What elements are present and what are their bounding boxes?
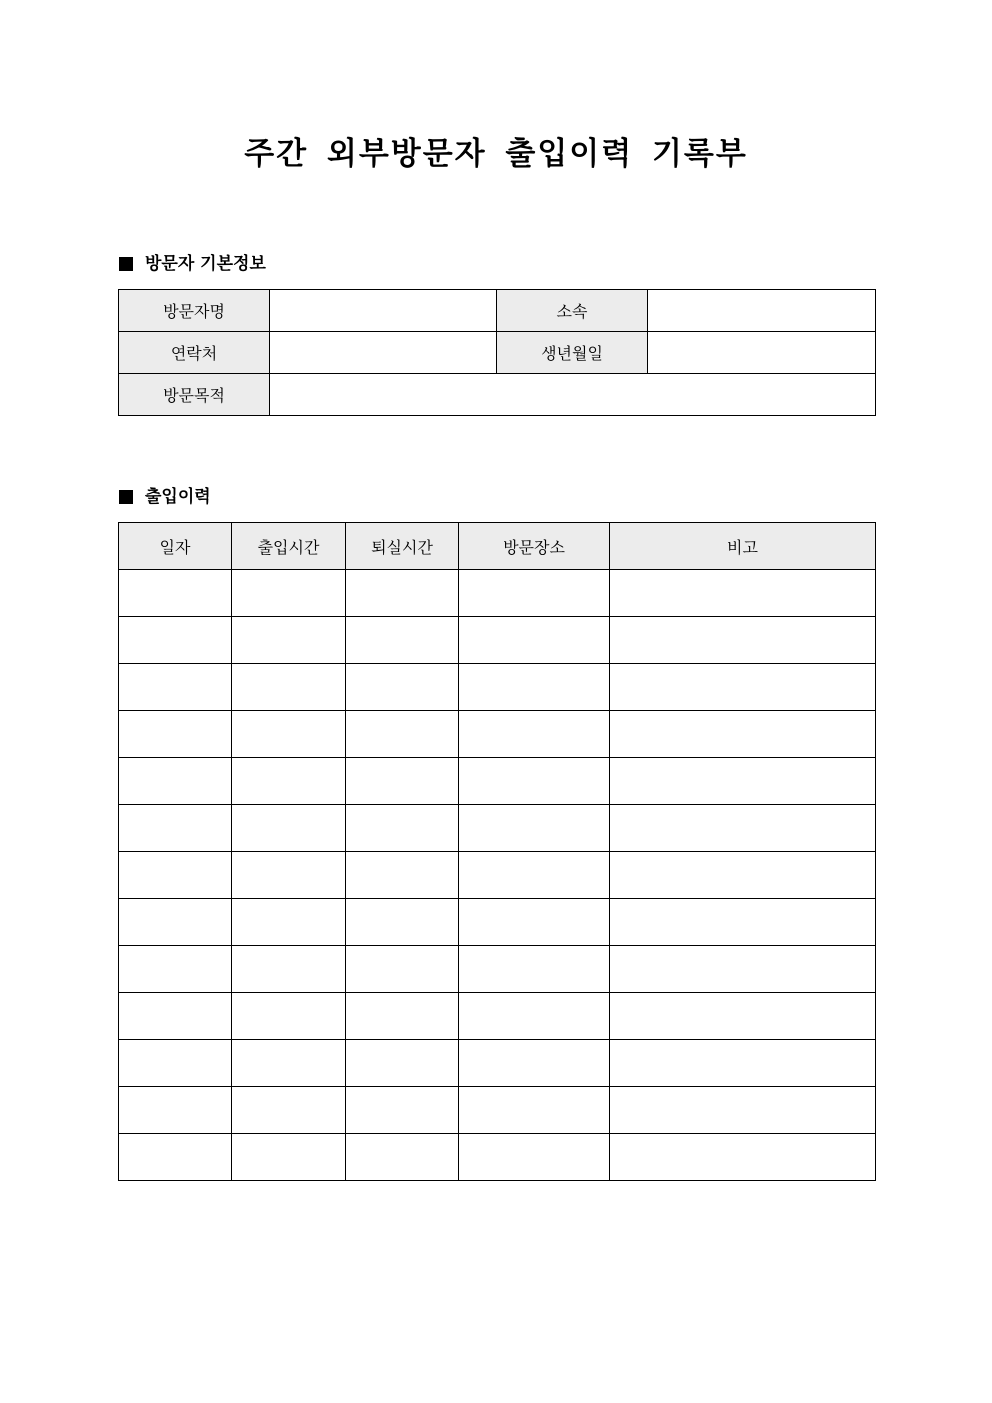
entry-time-cell[interactable] <box>232 852 346 899</box>
remarks-cell[interactable] <box>610 711 876 758</box>
date-cell[interactable] <box>119 946 232 993</box>
visit-location-cell[interactable] <box>459 1040 610 1087</box>
entry-time-cell[interactable] <box>232 1087 346 1134</box>
exit-time-cell[interactable] <box>346 1134 459 1181</box>
remarks-cell[interactable] <box>610 805 876 852</box>
remarks-cell[interactable] <box>610 1134 876 1181</box>
entry-time-cell[interactable] <box>232 805 346 852</box>
entry-time-cell[interactable] <box>232 946 346 993</box>
purpose-field[interactable] <box>270 374 876 416</box>
table-row <box>119 1087 876 1134</box>
section-heading-visitor-info <box>119 253 266 275</box>
date-cell[interactable] <box>119 805 232 852</box>
entry-time-cell[interactable] <box>232 664 346 711</box>
remarks-cell[interactable] <box>610 570 876 617</box>
table-row <box>119 805 876 852</box>
birthdate-field[interactable] <box>648 332 876 374</box>
visit-location-cell[interactable] <box>459 946 610 993</box>
affiliation-field[interactable] <box>648 290 876 332</box>
date-cell[interactable] <box>119 1040 232 1087</box>
visitor-name-label: 방문자명 <box>119 290 270 332</box>
table-row <box>119 852 876 899</box>
table-row <box>119 993 876 1040</box>
entry-time-cell[interactable] <box>232 899 346 946</box>
date-cell[interactable] <box>119 570 232 617</box>
column-header-exit-time: 퇴실시간 <box>346 523 459 570</box>
remarks-cell[interactable] <box>610 899 876 946</box>
date-cell[interactable] <box>119 711 232 758</box>
visit-location-cell[interactable] <box>459 664 610 711</box>
visitor-info-table <box>118 289 876 416</box>
table-row <box>119 711 876 758</box>
remarks-cell[interactable] <box>610 617 876 664</box>
purpose-label: 방문목적 <box>119 374 270 416</box>
entry-time-cell[interactable] <box>232 570 346 617</box>
section-heading-label: 방문자 기본정보 <box>145 254 266 274</box>
date-cell[interactable] <box>119 852 232 899</box>
visit-location-cell[interactable] <box>459 1134 610 1181</box>
table-row <box>119 1040 876 1087</box>
remarks-cell[interactable] <box>610 1040 876 1087</box>
date-cell[interactable] <box>119 899 232 946</box>
exit-time-cell[interactable] <box>346 805 459 852</box>
contact-field[interactable] <box>270 332 497 374</box>
contact-label: 연락처 <box>119 332 270 374</box>
entry-time-cell[interactable] <box>232 993 346 1040</box>
exit-time-cell[interactable] <box>346 758 459 805</box>
exit-time-cell[interactable] <box>346 617 459 664</box>
date-cell[interactable] <box>119 1087 232 1134</box>
visit-location-cell[interactable] <box>459 570 610 617</box>
remarks-cell[interactable] <box>610 1087 876 1134</box>
visit-location-cell[interactable] <box>459 711 610 758</box>
table-header-row <box>119 523 876 570</box>
table-row <box>119 570 876 617</box>
visit-location-cell[interactable] <box>459 899 610 946</box>
visitor-name-field[interactable] <box>270 290 497 332</box>
exit-time-cell[interactable] <box>346 899 459 946</box>
column-header-entry-time: 출입시간 <box>232 523 346 570</box>
access-log-table <box>118 522 876 1181</box>
section-heading-label: 출입이력 <box>145 487 211 507</box>
exit-time-cell[interactable] <box>346 993 459 1040</box>
exit-time-cell[interactable] <box>346 1087 459 1134</box>
section-heading-access-log <box>119 486 211 508</box>
table-row <box>119 758 876 805</box>
exit-time-cell[interactable] <box>346 852 459 899</box>
exit-time-cell[interactable] <box>346 664 459 711</box>
exit-time-cell[interactable] <box>346 570 459 617</box>
date-cell[interactable] <box>119 1134 232 1181</box>
date-cell[interactable] <box>119 758 232 805</box>
column-header-date: 일자 <box>119 523 232 570</box>
birthdate-label: 생년월일 <box>497 332 648 374</box>
remarks-cell[interactable] <box>610 852 876 899</box>
affiliation-label: 소속 <box>497 290 648 332</box>
table-row <box>119 899 876 946</box>
column-header-remarks: 비고 <box>610 523 876 570</box>
date-cell[interactable] <box>119 993 232 1040</box>
visit-location-cell[interactable] <box>459 1087 610 1134</box>
table-row <box>119 946 876 993</box>
exit-time-cell[interactable] <box>346 711 459 758</box>
exit-time-cell[interactable] <box>346 1040 459 1087</box>
exit-time-cell[interactable] <box>346 946 459 993</box>
remarks-cell[interactable] <box>610 664 876 711</box>
date-cell[interactable] <box>119 664 232 711</box>
visit-location-cell[interactable] <box>459 852 610 899</box>
entry-time-cell[interactable] <box>232 1040 346 1087</box>
remarks-cell[interactable] <box>610 946 876 993</box>
visit-location-cell[interactable] <box>459 758 610 805</box>
table-row <box>119 664 876 711</box>
date-cell[interactable] <box>119 617 232 664</box>
visit-location-cell[interactable] <box>459 993 610 1040</box>
square-bullet-icon <box>119 490 133 504</box>
visit-location-cell[interactable] <box>459 617 610 664</box>
table-row <box>119 617 876 664</box>
entry-time-cell[interactable] <box>232 617 346 664</box>
table-row <box>119 374 876 416</box>
remarks-cell[interactable] <box>610 993 876 1040</box>
entry-time-cell[interactable] <box>232 711 346 758</box>
remarks-cell[interactable] <box>610 758 876 805</box>
table-row <box>119 1134 876 1181</box>
page-title: 주간 외부방문자 출입이력 기록부 <box>244 136 748 172</box>
column-header-visit-location: 방문장소 <box>459 523 610 570</box>
entry-time-cell[interactable] <box>232 758 346 805</box>
table-row <box>119 332 876 374</box>
square-bullet-icon <box>119 257 133 271</box>
visit-location-cell[interactable] <box>459 805 610 852</box>
table-row <box>119 290 876 332</box>
entry-time-cell[interactable] <box>232 1134 346 1181</box>
